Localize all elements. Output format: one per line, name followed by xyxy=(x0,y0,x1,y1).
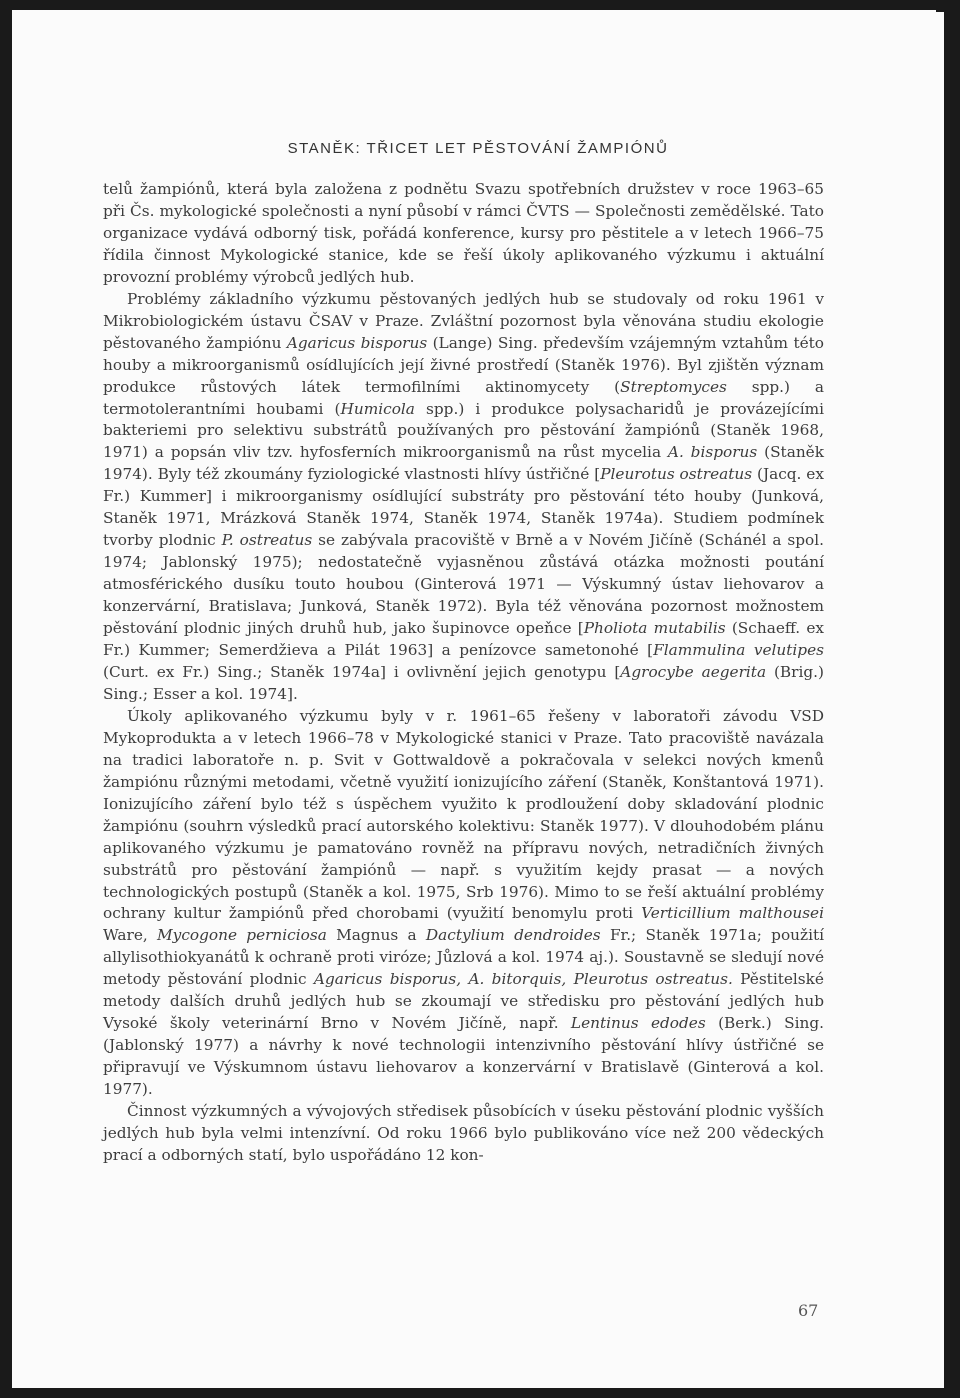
page-number: 67 xyxy=(798,1301,819,1320)
page-sheet xyxy=(12,10,944,1388)
text-run: (Jacq. ex Fr.) Kummer] i mikroorganismy osídlující substráty pro pěstování této houby (Junková, Staněk 1971, Mrázková Staněk 1974, Staněk 1974, Staněk 1974a). Studiem podmínek tvorby plodnic xyxy=(103,465,824,550)
paragraph-continued xyxy=(103,179,824,289)
taxon-name: P. ostreatus xyxy=(221,531,313,550)
text-run: telů žampiónů, která byla založena z podnětu Svazu spotřebních družstev v roce 1963–65 při Čs. mykologické společnosti a nyní působí v rámci ČVTS — Společnosti zemědělské. Tato organizace vydává odborný tisk, pořádá konference, kursy pro pěstitele a v letech 1966–75 řídila činnost Mykologické stanice, kde se řeší úkoly aplikovaného výzkumu i aktuální provozní problémy výrobců jedlých hub. xyxy=(103,180,824,286)
taxon-name: A. bisporus xyxy=(667,443,758,462)
text-run: (Berk.) Sing. (Jablonský 1977) a návrhy k nové technologii intenzivního pěstování hlívy ústřičné se připravují ve Výskumnom ústavu liehovarov a konzervární v Bratislavě (Ginterová a kol. 1977). xyxy=(103,1014,824,1099)
text-run: Úkoly aplikovaného výzkumu byly v r. 1961–65 řešeny v laboratoři závodu VSD Mykoprodukta a v letech 1966–78 v Mykologické stanici v Praze. Tato pracoviště navázala na tradici laboratoře n. p. Svit v Gottwaldově a pokračovala v selekci nových kmenů žampiónu různými metodami, včetně využití ionizujícího záření (Staněk, Konštantová 1971). Ionizujícího záření bylo též s úspěchem využito k prodloužení doby skladování plodnic žampiónu (souhrn výsledků prací autorského kolektivu: Staněk 1977). V dlouhodobém plánu aplikovaného výzkumu je pamatováno rovněž na přípravu nových, netradičních živných substrátů pro pěstování žampiónů — např. s využitím kejdy prasat — a nových technologických postupů (Staněk a kol. 1975, Srb 1976). Mimo to se řeší aktuální problémy ochrany kultur žampiónů před chorobami (využití benomylu proti xyxy=(103,706,824,923)
text-run: (Staněk 1974). Byly též zkoumány fyziologické vlastnosti hlívy ústřičné [ xyxy=(103,443,824,484)
text-run: Magnus a xyxy=(326,926,426,945)
text-run: (Lange) Sing. především vzájemným vztahům této houby a mikroorganismů osídlujících její živné prostředí (Staněk 1976). Byl zjištěn význam produkce růstových látek termofilními aktinomycety ( xyxy=(103,333,824,396)
taxon-name: Flammulina velutipes xyxy=(653,641,824,660)
taxon-name: Lentinus edodes xyxy=(570,1014,706,1033)
text-run: Problémy základního výzkumu pěstovaných jedlých hub se studovaly od roku 1961 v Mikrobiologickém ústavu ČSAV v Praze. Zvláštní pozornost byla věnována studiu ekologie pěstovaného žampiónu xyxy=(103,289,824,352)
paragraph-applied-research xyxy=(103,706,824,1101)
article-body xyxy=(103,179,824,1167)
text-run: spp.) i produkce polysacharidů je provázejícími bakteriemi pro selektivu substrátů používaných pro pěstování žampiónů (Staněk 1968, 1971) a popsán vliv tzv. hyfosferních mikroorganismů na růst mycelia xyxy=(103,399,824,462)
taxon-name: Humicola xyxy=(340,399,415,418)
taxon-name: Dactylium dendroides xyxy=(425,926,601,945)
taxon-name: Agaricus bisporus, A. bitorquis, Pleurotus ostreatus. xyxy=(313,970,733,989)
text-run: Ware, xyxy=(103,926,158,945)
running-title: STANĚK: TŘICET LET PĚSTOVÁNÍ ŽAMPIÓNŮ xyxy=(287,140,669,157)
text-run: Činnost výzkumných a vývojových středisek působících v úseku pěstování plodnic vyšších jedlých hub byla velmi intenzívní. Od roku 1966 bylo publikováno více než 200 vědeckých prací a odborných statí, bylo uspořádáno 12 kon- xyxy=(103,1102,824,1164)
taxon-name: Mycogone perniciosa xyxy=(157,926,327,945)
text-run: Pěstitelské metody dalších druhů jedlých hub se zkoumají ve středisku pro pěstování jedlých hub Vysoké školy veterinární Brno v Novém Jičíně, např. xyxy=(103,970,824,1033)
text-run: (Curt. ex Fr.) Sing.; Staněk 1974a] i ovlivnění jejich genotypu [ xyxy=(103,662,621,681)
taxon-name: Pleurotus ostreatus xyxy=(600,465,753,484)
text-run: (Brig.) Sing.; Esser a kol. 1974]. xyxy=(103,662,824,703)
text-run: spp.) a termotolerantními houbami ( xyxy=(103,377,824,418)
text-run: Fr.; Staněk 1971a; použití allylisothiokyanátů k ochraně proti viróze; Jůzlová a kol. 1974 aj.). Soustavně se sledují nové metody pěstování plodnic xyxy=(103,926,825,989)
taxon-name: Agrocybe aegerita xyxy=(620,662,767,681)
paragraph-basic-research xyxy=(103,289,824,706)
taxon-name: Pholiota mutabilis xyxy=(583,619,726,638)
text-run: (Schaeff. ex Fr.) Kummer; Semerdžieva a Pilát 1963] a penízovce sametonohé [ xyxy=(103,619,824,660)
taxon-name: Streptomyces xyxy=(620,377,727,396)
text-run: se zabývala pracoviště v Brně a v Novém Jičíně (Schánél a spol. 1974; Jablonský 1975); nedostatečně vyjasněnou zůstává otázka možnosti poutání atmosférického dusíku touto houbou (Ginterová 1971 — Výskumný ústav liehovarov a konzervární, Bratislava; Junková, Staněk 1972). Byla též věnována pozornost možnostem pěstování plodnic jiných druhů hub, jako šupinovce opeňce [ xyxy=(103,531,824,638)
taxon-name: Verticillium malthousei xyxy=(641,904,825,923)
taxon-name: Agaricus bisporus xyxy=(286,333,428,352)
paragraph-activity xyxy=(103,1101,824,1167)
scan-edge xyxy=(936,0,960,12)
